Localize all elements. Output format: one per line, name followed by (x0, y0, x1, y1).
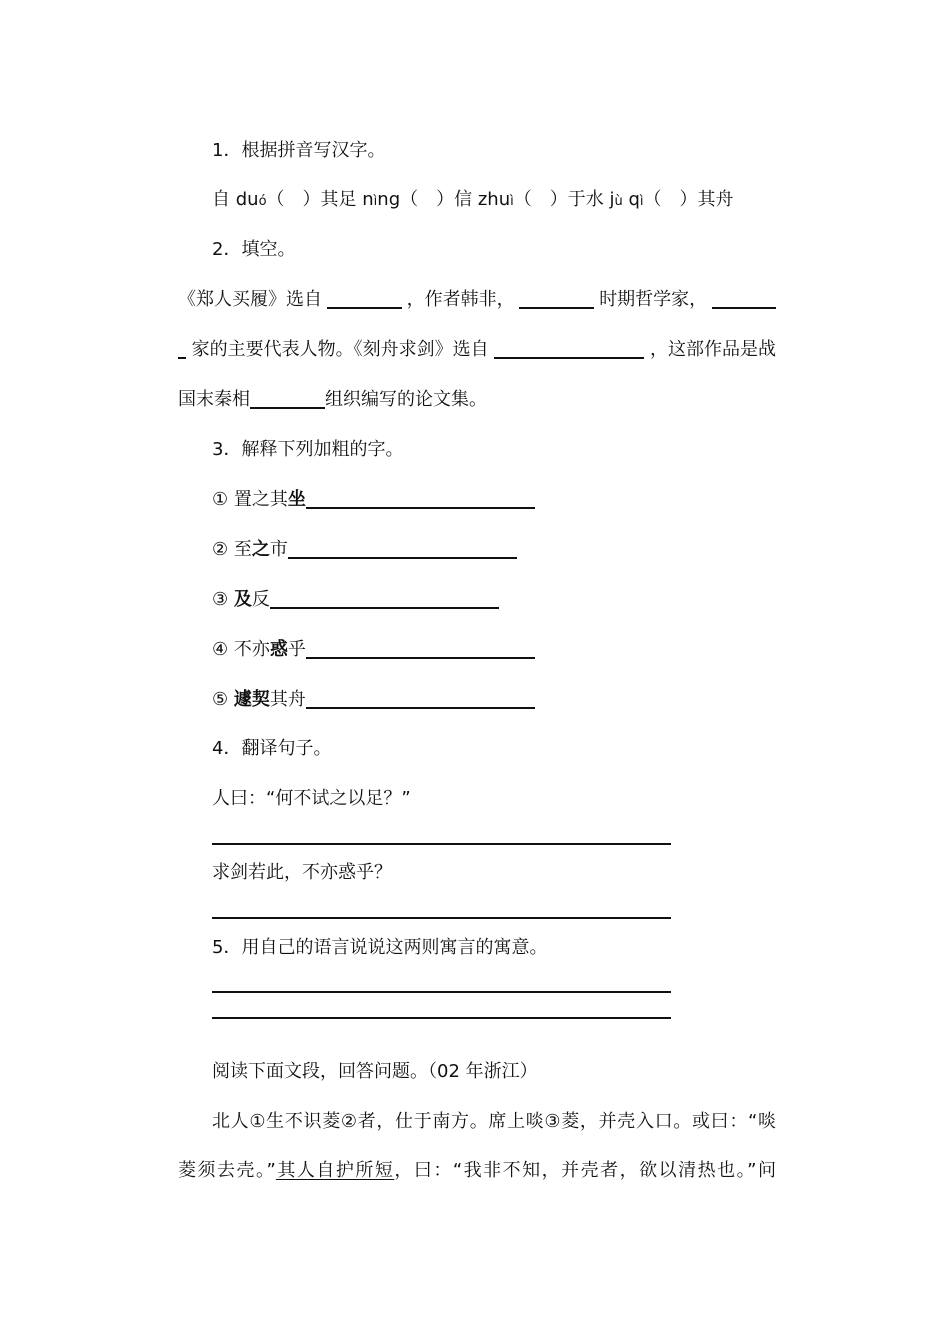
q2-text-4: 家的主要代表人物。《刻舟求剑》选自 (191, 339, 489, 360)
pinyin-seg-1: 自 duó（ ）其足 nìng（ ）信 zhuì（ ）于水 jù qì（ ）其舟 (212, 189, 734, 210)
q2-text-5: ，这部作品是战 (649, 339, 776, 360)
fill-blank[interactable] (494, 337, 644, 359)
answer-blank[interactable] (288, 537, 517, 559)
pinyin-line (212, 187, 776, 215)
question-3-title: 3．解释下列加粗的字。 (212, 439, 404, 460)
answer-line[interactable] (212, 843, 671, 845)
q3-item-3: ③ 及反 (212, 587, 499, 613)
q3-item-5: ⑤ 遽契其舟 (212, 687, 535, 713)
fill-blank[interactable] (327, 287, 402, 309)
q2-text-7: 组织编写的论文集。 (325, 389, 487, 410)
answer-blank[interactable] (306, 487, 535, 509)
question-5-title: 5．用自己的语言说说这两则寓言的寓意。 (212, 937, 548, 958)
q2-text-3: 时期哲学家， (599, 289, 708, 310)
q2-paragraph-line-2 (178, 337, 776, 363)
question-4-title: 4．翻译句子。 (212, 738, 332, 759)
fill-blank[interactable] (178, 337, 186, 359)
answer-line[interactable] (212, 917, 671, 919)
q2-text-6: 国末秦相 (178, 389, 250, 410)
reading-line-1: 北人①生不识菱②者，仕于南方。席上啖③菱，并壳入口。或曰：“啖 (212, 1111, 776, 1132)
reading-intro: 阅读下面文段，回答问题。（02 年浙江） (212, 1061, 538, 1082)
q4-sentence-1: 人曰：“何不试之以足？” (212, 788, 411, 809)
q2-text-2: ，作者韩非， (406, 289, 515, 310)
answer-blank[interactable] (306, 637, 535, 659)
fill-blank[interactable] (250, 387, 325, 409)
reading-line-2: 菱须去壳。”其人自护所短，曰：“我非不知，并壳者，欲以清热也。”问 (178, 1160, 777, 1181)
question-2-title: 2．填空。 (212, 239, 296, 260)
q4-sentence-2: 求剑若此，不亦惑乎？ (212, 862, 392, 883)
fill-blank[interactable] (519, 287, 594, 309)
fill-blank[interactable] (712, 287, 776, 309)
answer-line[interactable] (212, 1017, 671, 1019)
q3-item-2: ② 至之市 (212, 537, 517, 563)
question-1-title: 1．根据拼音写汉字。 (212, 140, 386, 161)
q3-item-1: ① 置之其坐 (212, 487, 535, 513)
answer-blank[interactable] (306, 687, 535, 709)
q3-item-4: ④ 不亦惑乎 (212, 637, 535, 663)
q2-paragraph-line-1 (178, 287, 776, 313)
answer-blank[interactable] (270, 587, 499, 609)
answer-line[interactable] (212, 991, 671, 993)
underlined-phrase: 其人自护所短 (275, 1160, 395, 1181)
q2-text-1: 《郑人买履》选自 (178, 289, 322, 310)
q2-paragraph-line-3 (178, 387, 487, 413)
